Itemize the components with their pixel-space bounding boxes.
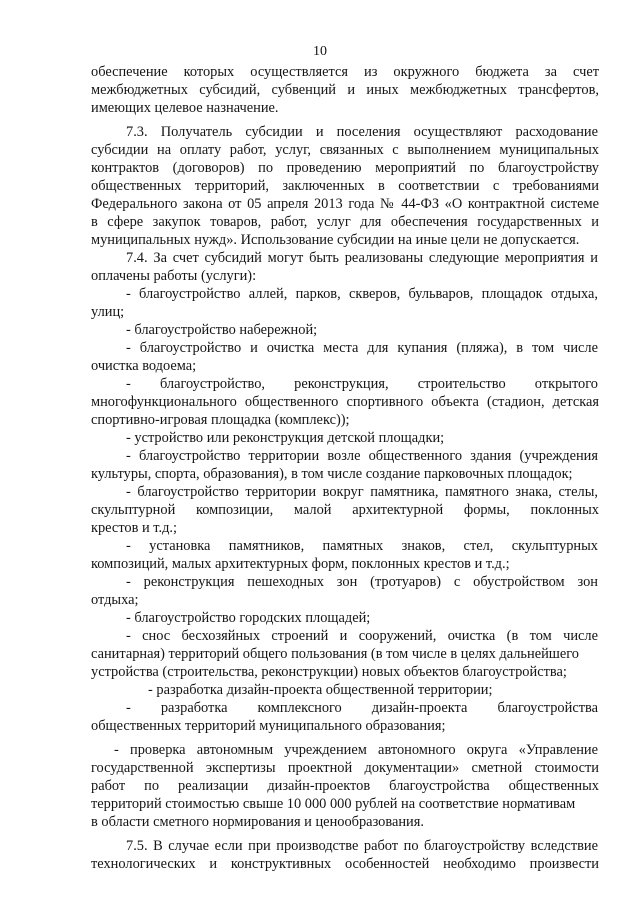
text-line: общественных территорий муниципального образования; [91, 718, 446, 734]
text-line: 7.4. За счет субсидий могут быть реализованы следующие мероприятия и [126, 250, 598, 266]
text-line: 7.3. Получатель субсидии и поселения осуществляют расходование [126, 124, 598, 140]
text-line: улиц; [91, 304, 125, 320]
text-line: - разработка дизайн-проекта общественной территории; [148, 682, 493, 698]
text-line: - реконструкция пешеходных зон (тротуаров) с обустройством зон [126, 574, 598, 590]
text-line: - благоустройство аллей, парков, скверов, бульваров, площадок отдыха, [126, 286, 598, 302]
text-line: в области сметного нормирования и ценообразования. [91, 814, 424, 830]
text-line: - благоустройство городских площадей; [126, 610, 371, 626]
text-line: межбюджетных субсидий, субвенций и иных межбюджетных трансфертов, [91, 82, 599, 98]
text-line: оплачены работы (услуги): [91, 268, 257, 284]
text-line: очистка водоема; [91, 358, 197, 374]
text-line: - снос бесхозяйных строений и сооружений, очистка (в том числе [126, 628, 598, 644]
page-number: 10 [313, 44, 327, 59]
text-line: работ по реализации дизайн-проектов благоустройства общественных [91, 778, 599, 794]
text-line: отдыха; [91, 592, 139, 608]
text-line: спортивно-игровая площадка (комплекс)); [91, 412, 350, 428]
text-line: - благоустройство и очистка места для купания (пляжа), в том числе [126, 340, 598, 356]
text-line: имеющих целевое назначение. [91, 100, 279, 116]
text-line: композиций, малых архитектурных форм, поклонных крестов и т.д.; [91, 556, 510, 572]
text-line: многофункционального общественного спортивного объекта (стадион, детская [91, 394, 599, 410]
text-line: Федерального закона от 05 апреля 2013 года № 44-ФЗ «О контрактной системе [91, 196, 599, 212]
text-line: технологических и конструктивных особенностей необходимо произвести [91, 856, 599, 872]
text-line: - благоустройство, реконструкция, строительство открытого [126, 376, 598, 392]
text-line: - устройство или реконструкция детской площадки; [126, 430, 445, 446]
text-line: контрактов (договоров) по проведению мероприятий по благоустройству [91, 160, 599, 176]
text-line: государственной экспертизы проектной документации» сметной стоимости [91, 760, 599, 776]
text-line: субсидии на оплату работ, услуг, связанных с выполнением муниципальных [91, 142, 599, 158]
text-line: - благоустройство территории вокруг памятника, памятного знака, стелы, [126, 484, 598, 500]
text-line: устройства (строительства, реконструкции) новых объектов благоустройства; [91, 664, 567, 680]
text-line: - установка памятников, памятных знаков, стел, скульптурных [126, 538, 598, 554]
text-line: - проверка автономным учреждением автономного округа «Управление [114, 742, 598, 758]
text-line: культуры, спорта, образования), в том числе создание парковочных площадок; [91, 466, 573, 482]
text-line: - благоустройство набережной; [126, 322, 318, 338]
text-line: обеспечение которых осуществляется из окружного бюджета за счет [91, 64, 599, 80]
text-line: 7.5. В случае если при производстве работ по благоустройству вследствие [126, 838, 598, 854]
text-line: в сфере закупок товаров, работ, услуг для обеспечения государственных и [91, 214, 599, 230]
text-line: - разработка комплексного дизайн-проекта благоустройства [126, 700, 598, 716]
text-line: муниципальных нужд». Использование субсидии на иные цели не допускается. [91, 232, 580, 248]
text-line: территорий стоимостью свыше 10 000 000 рублей на соответствие нормативам [91, 796, 576, 812]
text-line: санитарная) территорий общего пользования (в том числе в целях дальнейшего [91, 646, 579, 662]
text-line: - благоустройство территории возле общественного здания (учреждения [126, 448, 598, 464]
text-line: крестов и т.д.; [91, 520, 178, 536]
text-line: общественных территорий, заключенных в соответствии с требованиями [91, 178, 599, 194]
text-line: скульптурной композиции, малой архитектурной формы, поклонных [91, 502, 599, 518]
